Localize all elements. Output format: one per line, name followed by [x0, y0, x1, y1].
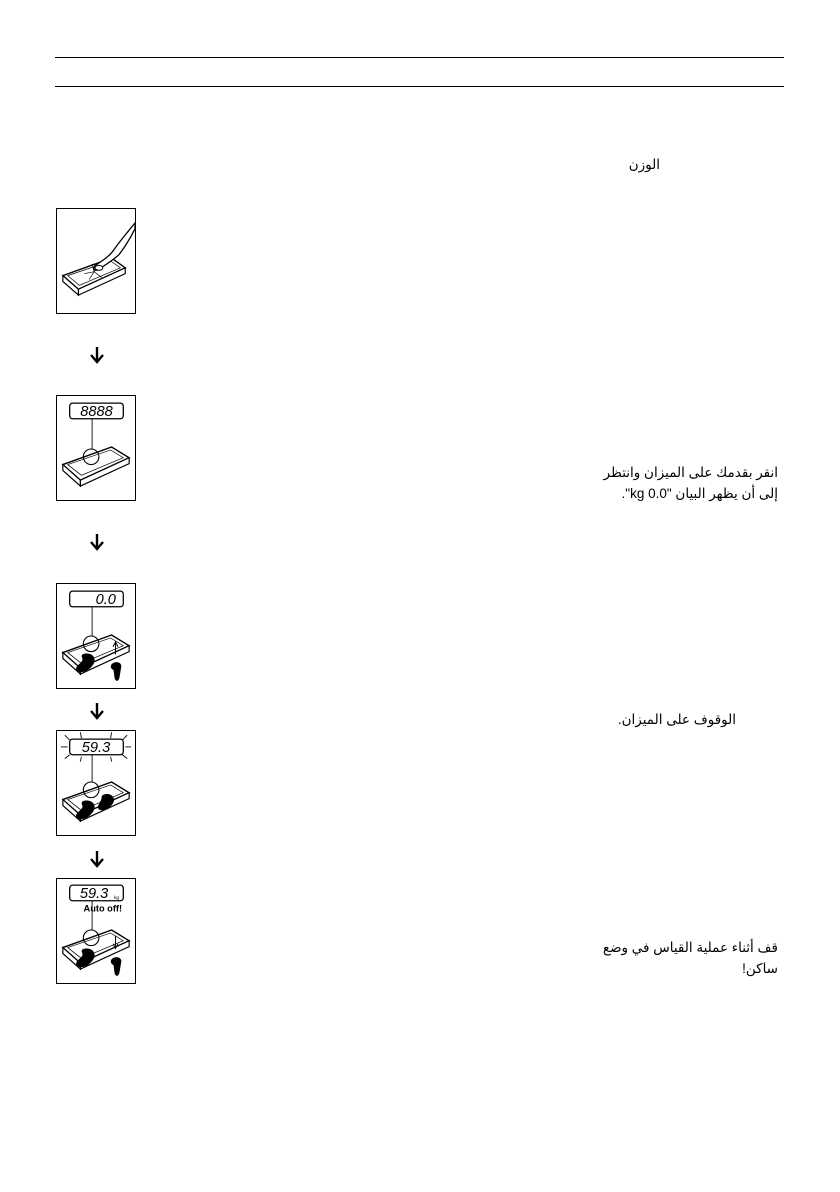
illustration-tap-scale: [56, 208, 136, 314]
display-final: 59.3: [79, 885, 109, 902]
arrow-down-icon: [89, 533, 105, 551]
illustration-measuring: [56, 730, 136, 836]
step-text-stand: الوقوف على الميزان.: [617, 712, 736, 727]
display-8888: 8888: [80, 403, 113, 420]
auto-off-label: Auto off!: [83, 903, 123, 914]
arrow-down-icon: [89, 346, 105, 364]
arrow-down-icon: [89, 850, 105, 868]
section-title: الوزن: [628, 157, 660, 172]
display-unit: kg: [113, 895, 120, 901]
step-text-tap: انقر بقدمك على الميزان وانتظر إلى أن يظهر البيان "0.0 kg".: [603, 465, 778, 501]
illustration-auto-off: [56, 878, 136, 984]
display-measuring: 59.3: [81, 739, 111, 756]
foot-icon: [76, 794, 114, 819]
step-text-still: قف أثناء عملية القياس في وضع ساكن!: [602, 940, 778, 976]
illustration-display-test: [56, 395, 136, 501]
top-rule: [55, 57, 784, 58]
display-zero: 0.0: [95, 591, 116, 608]
illustration-step-on: [56, 583, 136, 689]
arrow-down-icon: [89, 702, 105, 720]
header-rule: [55, 86, 784, 87]
